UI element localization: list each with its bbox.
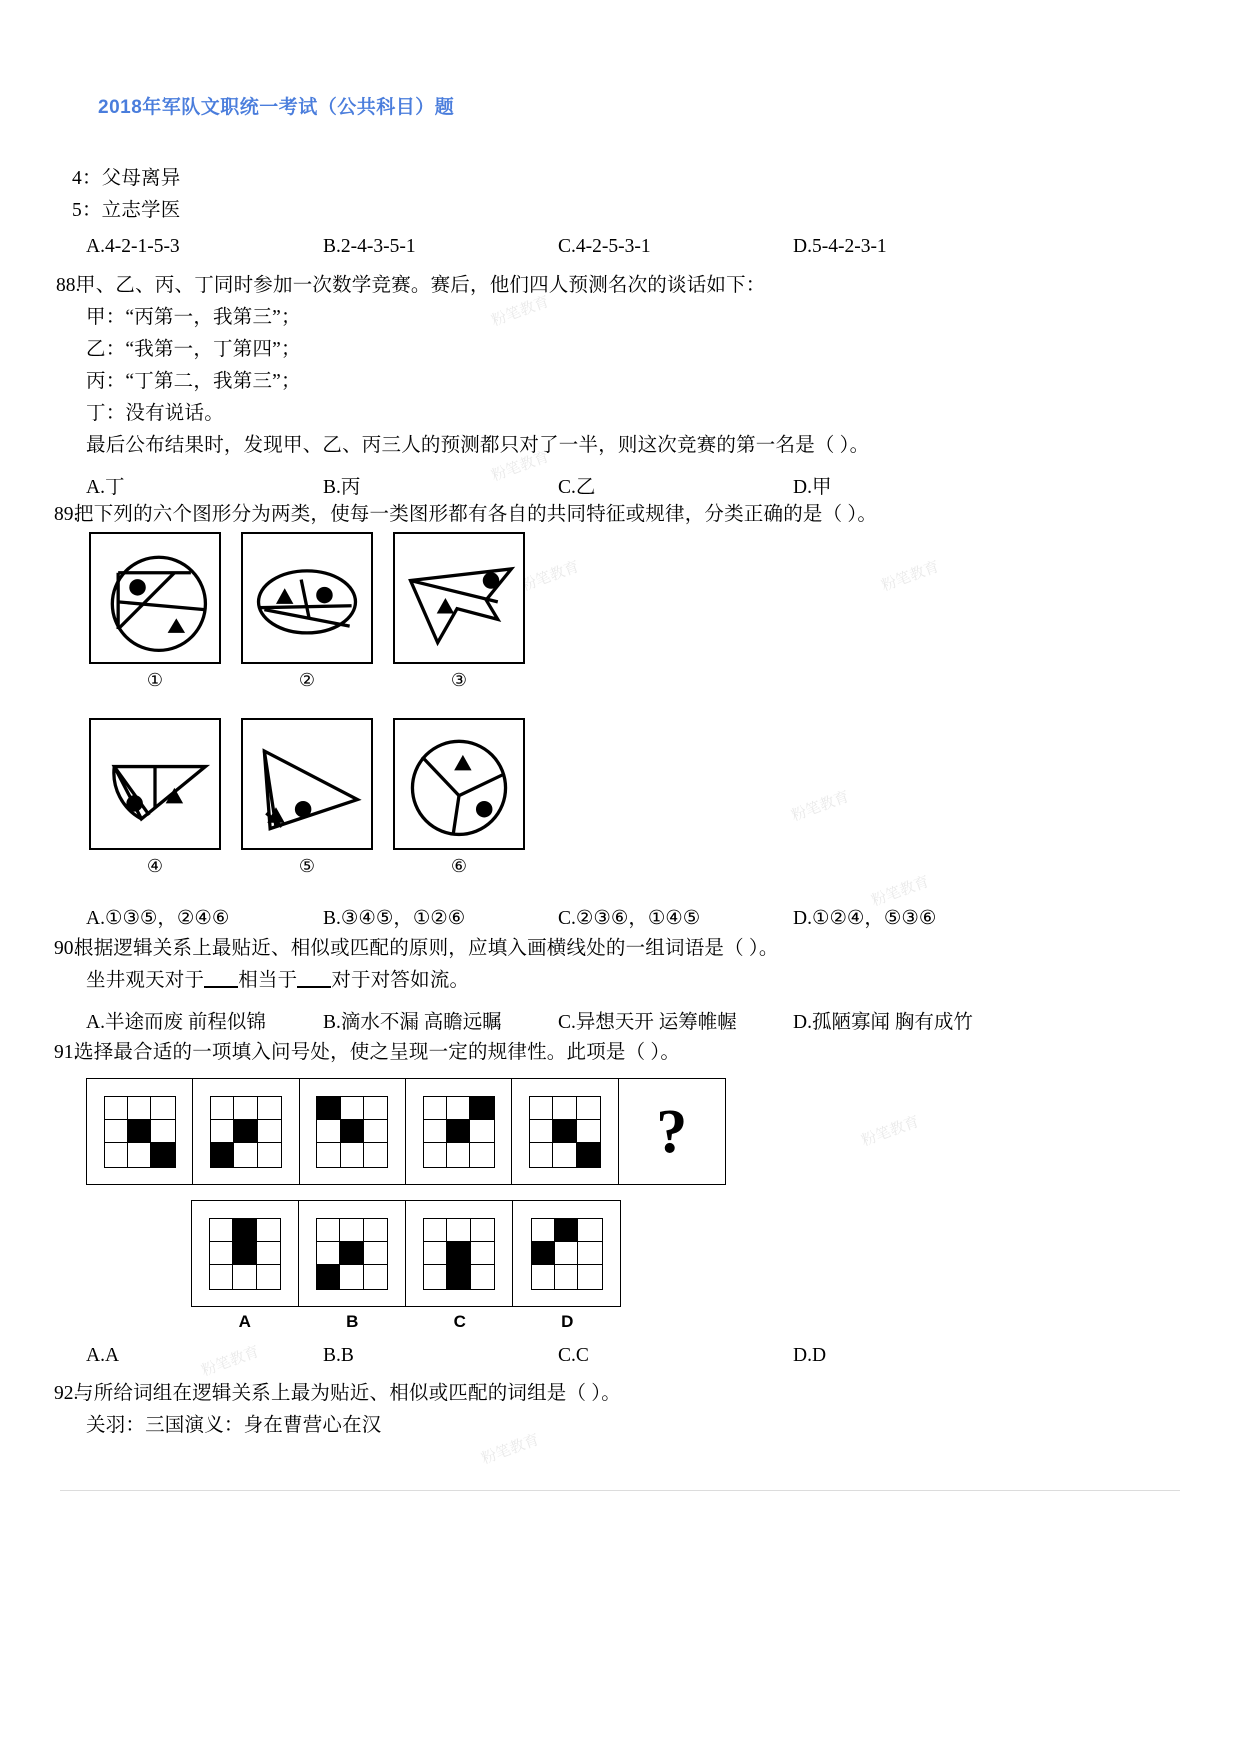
blank-2[interactable] [297,972,331,988]
cell-filled [233,1219,256,1242]
cell-empty [471,1265,494,1288]
q91-sequence-cell-3 [300,1079,406,1184]
cell-empty [257,1242,280,1265]
stem-item-5: 5：立志学医 [72,200,181,221]
q91-sequence-cell-5 [512,1079,618,1184]
q91-option-c[interactable]: C.C [558,1345,589,1366]
cell-filled [151,1143,174,1166]
q89-number: 89. [54,504,79,525]
cell-filled [128,1120,151,1143]
cell-filled [233,1242,256,1265]
pattern-grid [316,1096,388,1168]
figure-6-shape [395,720,523,848]
cell-filled [211,1143,234,1166]
cell-empty [317,1219,340,1242]
q92-number: 92. [54,1383,79,1404]
stem-options [86,236,1156,260]
q90-option-a[interactable]: A.半途而废 前程似锦 [86,1012,266,1033]
pattern-grid [531,1218,603,1290]
cell-empty [151,1097,174,1120]
cell-filled [577,1143,600,1166]
option-d[interactable]: D.5-4-2-3-1 [793,236,887,257]
q91-option-b[interactable]: B.B [323,1345,354,1366]
cell-empty [234,1143,257,1166]
q89-figure-label-5: ⑤ [298,856,316,876]
q88-option-a[interactable]: A.丁 [86,477,125,498]
q91-choice-label-B: B [346,1312,359,1331]
cell-empty [128,1143,151,1166]
q90-option-c[interactable]: C.异想天开 运筹帷幄 [558,1012,737,1033]
cell-empty [424,1097,447,1120]
q91-choice-label-C: C [453,1312,466,1331]
cell-empty [210,1242,233,1265]
figure-2-shape [243,534,371,662]
cell-empty [317,1120,340,1143]
q89-figure-label-1: ① [146,670,164,690]
question-mark-icon: ? [656,1097,688,1166]
cell-empty [317,1242,340,1265]
cell-empty [578,1242,601,1265]
watermark: 粉笔教育 [519,558,582,595]
cell-empty [578,1219,601,1242]
cell-empty [210,1265,233,1288]
cell-filled [341,1120,364,1143]
figure-3-shape [395,534,523,662]
cell-empty [211,1097,234,1120]
pattern-grid [210,1096,282,1168]
cell-empty [424,1242,447,1265]
q91-sequence-cell-4 [406,1079,512,1184]
cell-empty [211,1120,234,1143]
cell-empty [447,1097,470,1120]
cell-empty [555,1265,578,1288]
cell-empty [234,1097,257,1120]
pattern-grid [423,1096,495,1168]
cell-empty [128,1097,151,1120]
cell-empty [210,1219,233,1242]
q88-statement-3: 丙：“丁第二，我第三”； [86,371,301,392]
cell-empty [364,1242,387,1265]
pattern-grid [423,1218,495,1290]
q90-prompt: 根据逻辑关系上最贴近、相似或匹配的原则，应填入画横线处的一组词语是（ ）。 [74,938,779,959]
q91-choice-A[interactable] [192,1201,299,1306]
figure-1-shape [91,534,219,662]
option-c[interactable]: C.4-2-5-3-1 [558,236,651,257]
cell-empty [532,1265,555,1288]
cell-filled [532,1242,555,1265]
cell-empty [424,1120,447,1143]
q91-choice-strip [191,1200,621,1307]
q88-statement-2: 乙：“我第一，丁第四”； [86,339,301,360]
q91-number: 91. [54,1042,79,1063]
q91-choice-label-A: A [238,1312,251,1331]
watermark: 粉笔教育 [199,1343,262,1380]
cell-empty [577,1120,600,1143]
watermark: 粉笔教育 [879,558,942,595]
cell-empty [340,1219,363,1242]
cell-empty [151,1120,174,1143]
cell-filled [447,1265,470,1288]
pattern-grid [529,1096,601,1168]
cell-empty [364,1120,387,1143]
q88-option-c[interactable]: C.乙 [558,477,596,498]
cell-empty [233,1265,256,1288]
cell-empty [470,1120,493,1143]
q91-options [86,1345,1156,1369]
cell-empty [470,1143,493,1166]
cell-empty [105,1143,128,1166]
cell-empty [340,1265,363,1288]
cell-empty [364,1219,387,1242]
cell-filled [447,1120,470,1143]
q88-options [86,471,1156,498]
cell-empty [105,1120,128,1143]
q89-figure-label-6: ⑥ [450,856,468,876]
cell-filled [470,1097,493,1120]
cell-filled [317,1265,340,1288]
cell-empty [471,1219,494,1242]
cell-filled [555,1219,578,1242]
cell-empty [424,1219,447,1242]
cell-empty [364,1097,387,1120]
cell-empty [105,1097,128,1120]
cell-empty [317,1143,340,1166]
pattern-grid [316,1218,388,1290]
q90-options [86,1006,1156,1033]
q88-number: 88. [56,275,81,296]
cell-empty [341,1143,364,1166]
cell-empty [424,1143,447,1166]
q91-choice-C[interactable] [406,1201,513,1306]
q92-prompt: 与所给词组在逻辑关系上最为贴近、相似或匹配的词组是（ ）。 [74,1383,621,1404]
q89-figure-5 [241,718,373,850]
option-a[interactable]: A.4-2-1-5-3 [86,236,180,257]
cell-empty [258,1120,281,1143]
q91-prompt: 选择最合适的一项填入问号处，使之呈现一定的规律性。此项是（ ）。 [74,1042,681,1063]
cell-filled [447,1242,470,1265]
figure-5-shape [243,720,371,848]
cell-empty [553,1097,576,1120]
cell-empty [532,1219,555,1242]
q88-closing: 最后公布结果时，发现甲、乙、丙三人的预测都只对了一半，则这次竞赛的第一名是（ ）。 [86,435,870,456]
q90-sentence-middle: 相当于 [238,970,298,991]
q91-choice-B[interactable] [299,1201,406,1306]
q88-option-d[interactable]: D.甲 [793,477,832,498]
cell-empty [530,1143,553,1166]
cell-empty [555,1242,578,1265]
q89-figure-label-4: ④ [146,856,164,876]
q89-option-a[interactable]: A.①③⑤，②④⑥ [86,908,230,929]
q88-statement-4: 丁：没有说话。 [86,403,224,424]
cell-empty [258,1097,281,1120]
q89-figure-label-2: ② [298,670,316,690]
watermark: 粉笔教育 [479,1431,542,1468]
q92-sentence: 关羽：三国演义：身在曹营心在汉 [86,1415,382,1436]
q89-figure-4 [89,718,221,850]
option-b[interactable]: B.2-4-3-5-1 [323,236,416,257]
cell-empty [257,1265,280,1288]
q91-sequence-strip [86,1078,726,1185]
q91-question-mark-cell [619,1079,725,1184]
q89-option-d[interactable]: D.①②④，⑤③⑥ [793,908,937,929]
watermark: 粉笔教育 [489,293,552,330]
watermark: 粉笔教育 [869,873,932,910]
q89-options [86,902,1156,929]
q89-figure-6 [393,718,525,850]
cell-empty [257,1219,280,1242]
cell-empty [447,1143,470,1166]
q89-option-c[interactable]: C.②③⑥，①④⑤ [558,908,701,929]
pattern-grid [209,1218,281,1290]
q90-option-d[interactable]: D.孤陋寡闻 胸有成竹 [793,1012,973,1033]
watermark: 粉笔教育 [789,788,852,825]
q89-figure-label-3: ③ [450,670,468,690]
cell-empty [364,1143,387,1166]
watermark: 粉笔教育 [489,448,552,485]
cell-filled [234,1120,257,1143]
q91-sequence-cell-1 [87,1079,193,1184]
q91-option-d[interactable]: D.D [793,1345,827,1366]
cell-empty [447,1219,470,1242]
q90-sentence-before: 坐井观天对于 [86,970,205,991]
q91-option-a[interactable]: A.A [86,1345,120,1366]
cell-empty [577,1097,600,1120]
cell-empty [578,1265,601,1288]
q91-choice-D[interactable] [513,1201,620,1306]
q89-figure-2 [241,532,373,664]
cell-filled [553,1120,576,1143]
cell-empty [424,1265,447,1288]
cell-filled [317,1097,340,1120]
cell-empty [530,1120,553,1143]
q89-option-b[interactable]: B.③④⑤，①②⑥ [323,908,466,929]
figure-4-shape [91,720,219,848]
q88-statement-1: 甲：“丙第一，我第三”； [86,307,301,328]
q89-prompt: 把下列的六个图形分为两类，使每一类图形都有各自的共同特征或规律，分类正确的是（ ）。 [74,504,878,525]
cell-empty [553,1143,576,1166]
q88-option-b[interactable]: B.丙 [323,477,361,498]
q91-choice-label-D: D [561,1312,574,1331]
blank-1[interactable] [204,972,238,988]
cell-empty [530,1097,553,1120]
q91-sequence-cell-2 [193,1079,299,1184]
cell-empty [471,1242,494,1265]
cell-filled [340,1242,363,1265]
watermark: 粉笔教育 [859,1113,922,1150]
cell-empty [258,1143,281,1166]
cell-empty [341,1097,364,1120]
pattern-grid [104,1096,176,1168]
page-title: 2018年军队文职统一考试（公共科目）题 [98,97,455,118]
q90-sentence-after: 对于对答如流。 [331,970,470,991]
q88-prompt: 甲、乙、丙、丁同时参加一次数学竞赛。赛后，他们四人预测名次的谈话如下： [76,275,766,296]
q90-sentence [86,970,469,992]
cell-empty [364,1265,387,1288]
q89-figure-1 [89,532,221,664]
q89-figure-3 [393,532,525,664]
footer-divider [60,1490,1180,1491]
stem-item-4: 4：父母离异 [72,168,181,189]
q90-option-b[interactable]: B.滴水不漏 高瞻远瞩 [323,1012,502,1033]
q90-number: 90. [54,938,79,959]
